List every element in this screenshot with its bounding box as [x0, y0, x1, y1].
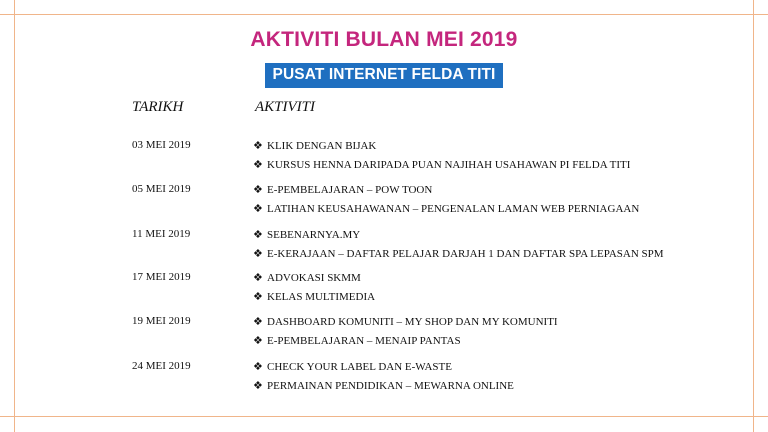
activity-item-label: PERMAINAN PENDIDIKAN – MEWARNA ONLINE — [267, 380, 514, 392]
diamond-bullet-icon: ❖ — [253, 202, 263, 215]
activity-item — [253, 334, 461, 347]
diamond-bullet-icon: ❖ — [253, 183, 263, 196]
activity-item — [253, 228, 360, 241]
row-date: 03 MEI 2019 — [132, 139, 191, 151]
activity-item — [253, 290, 375, 303]
activity-item-label: KELAS MULTIMEDIA — [267, 291, 376, 303]
frame-line-top — [0, 14, 768, 15]
column-header-activity: AKTIVITI — [255, 99, 315, 115]
row-date: 11 MEI 2019 — [132, 228, 191, 240]
activity-item-label: KLIK DENGAN BIJAK — [267, 140, 377, 152]
page-title: AKTIVITI BULAN MEI 2019 — [250, 28, 518, 51]
activity-item — [253, 271, 361, 284]
activity-item-label: E-PEMBELAJARAN – MENAIP PANTAS — [267, 335, 461, 347]
activity-item — [253, 183, 432, 196]
subtitle-label: PUSAT INTERNET FELDA TITI — [265, 63, 504, 88]
activity-item — [253, 360, 452, 373]
diamond-bullet-icon: ❖ — [253, 247, 263, 260]
row-date: 05 MEI 2019 — [132, 183, 191, 195]
activity-item-label: E-PEMBELAJARAN – POW TOON — [267, 184, 433, 196]
activity-item — [253, 202, 639, 215]
diamond-bullet-icon: ❖ — [253, 158, 263, 171]
diamond-bullet-icon: ❖ — [253, 139, 263, 152]
activity-item — [253, 315, 558, 328]
activity-item-label: DASHBOARD KOMUNITI – MY SHOP DAN MY KOMUNITI — [267, 316, 558, 328]
activity-item-label: ADVOKASI SKMM — [267, 272, 361, 284]
frame-line-bottom — [0, 416, 768, 417]
activity-item-label: SEBENARNYA.MY — [267, 229, 361, 241]
row-date: 19 MEI 2019 — [132, 315, 191, 327]
diamond-bullet-icon: ❖ — [253, 334, 263, 347]
activity-item-label: KURSUS HENNA DARIPADA PUAN NAJIHAH USAHAWAN PI FELDA TITI — [267, 159, 631, 171]
row-date: 24 MEI 2019 — [132, 360, 191, 372]
diamond-bullet-icon: ❖ — [253, 271, 263, 284]
activity-item — [253, 139, 376, 152]
diamond-bullet-icon: ❖ — [253, 360, 263, 373]
subtitle-banner — [0, 63, 768, 88]
activity-item — [253, 379, 514, 392]
activity-item — [253, 158, 630, 171]
activity-item-label: E-KERAJAAN – DAFTAR PELAJAR DARJAH 1 DAN DAFTAR SPA LEPASAN SPM — [267, 248, 664, 260]
activity-item — [253, 247, 664, 260]
column-header-date: TARIKH — [132, 99, 184, 115]
activity-item-label: LATIHAN KEUSAHAWANAN – PENGENALAN LAMAN WEB PERNIAGAAN — [267, 203, 640, 215]
activity-item-label: CHECK YOUR LABEL DAN E-WASTE — [267, 361, 452, 373]
diamond-bullet-icon: ❖ — [253, 379, 263, 392]
diamond-bullet-icon: ❖ — [253, 228, 263, 241]
row-date: 17 MEI 2019 — [132, 271, 191, 283]
diamond-bullet-icon: ❖ — [253, 315, 263, 328]
diamond-bullet-icon: ❖ — [253, 290, 263, 303]
